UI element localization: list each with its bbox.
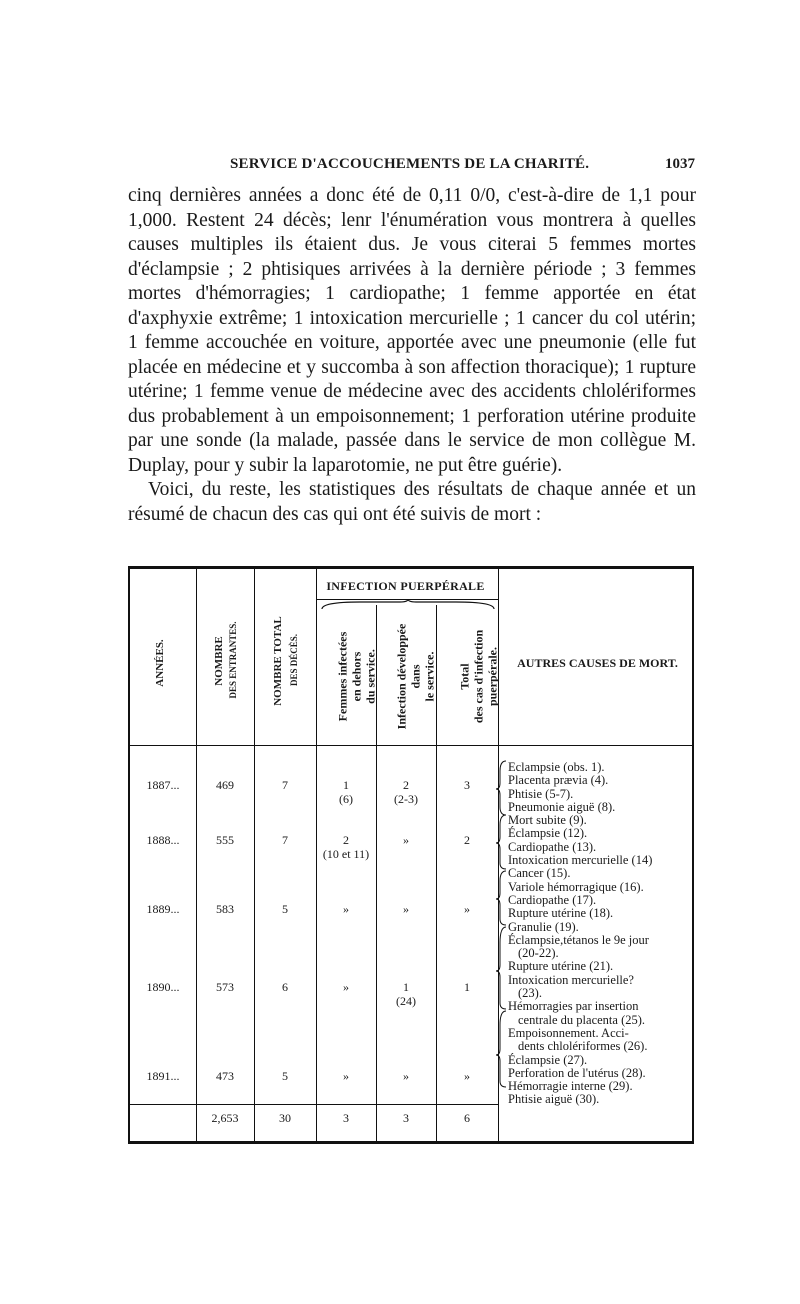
header-entrantes-2: DES ENTRANTES. [228, 621, 238, 699]
header-entrantes-1: NOMBRE [213, 636, 225, 686]
total-entrantes: 2,653 [211, 1111, 239, 1125]
cause-item: Rupture utérine (18). [508, 906, 614, 921]
row-femmes-note: (10 et 11) [322, 847, 370, 861]
row-year: 1889... [146, 902, 180, 916]
row-entrantes: 583 [216, 902, 234, 916]
header-annees: ANNÉES. [154, 639, 166, 687]
row-deces: 5 [282, 902, 288, 916]
cause-item: Perforation de l'utérus (28). [508, 1065, 646, 1080]
cause-item: Hémorragies par insertion [508, 999, 639, 1014]
row-total: » [464, 1069, 470, 1083]
row-deces: 6 [282, 980, 288, 994]
row-developpee: » [403, 1069, 409, 1083]
header-deces-1: NOMBRE TOTAL [272, 616, 284, 706]
cause-item: Variole hémorragique (16). [508, 879, 644, 894]
cause-item: Éclampsie,tétanos le 9e jour [508, 932, 649, 947]
cause-item: (23). [518, 986, 542, 1001]
paragraph-1: cinq dernières années a donc été de 0,11 0/0, c'est-à-dire de 1,1 pour 1,000. Restent 24 décès; lenr l'énumération vous montrera à quelles causes multiples ils étaient dus. Je vous citerai 5 femmes mortes d'éclampsie ; 2 phtisiques arrivées à la dernière période ; 3 femmes mortes d'hémorragies; 1 cardiopathe; 1 femme apportée en état d'axphyxie extrême; 1 intoxication mercurielle ; 1 cancer du col utérin; 1 femme accouchée en voiture, apportée avec une pneumonie (elle fut placée en médecine et y succomba à son affection thoracique); 1 rupture utérine; 1 femme venue de médecine avec des accidents chlolériformes dus probablement à un empoisonnement; 1 perforation utérine produite par une sonde (la malade, passée dans le service de mon collègue M. Duplay, pour y subir la laparotomie, ne put être guérie). [128, 185, 696, 476]
total-femmes: 3 [343, 1111, 349, 1125]
statistics-table [128, 566, 694, 1144]
row-developpee-note: (24) [396, 994, 416, 1008]
cause-item: Cancer (15). [508, 866, 571, 881]
row-developpee-note: (2-3) [394, 792, 418, 806]
row-entrantes: 555 [216, 833, 234, 847]
header-femmes-3: du service. [363, 649, 378, 704]
row-year: 1888... [146, 833, 180, 847]
cause-item: Empoisonnement. Acci- [508, 1025, 629, 1040]
cause-item: Intoxication mercurielle? [508, 972, 634, 987]
header-deces-2: DES DÉCÈS. [289, 633, 299, 687]
cause-item: Phtisie (5-7). [508, 786, 574, 801]
row-developpee: » [403, 902, 409, 916]
row-total: 1 [464, 980, 470, 994]
row-entrantes: 473 [216, 1069, 234, 1083]
row-femmes: » [343, 1069, 349, 1083]
row-year: 1887... [146, 778, 180, 792]
total-developpee: 3 [403, 1111, 409, 1125]
row-entrantes: 573 [216, 980, 234, 994]
row-developpee: 2 [403, 778, 409, 792]
causes-list [508, 761, 692, 1107]
header-developpee-2: dans [408, 664, 423, 689]
paragraph-2: Voici, du reste, les statistiques des résultats de chaque année et un résumé de chacun des cas qui ont été suivis de mort : [128, 479, 696, 525]
row-femmes: » [343, 902, 349, 916]
header-infection: INFECTION PUERPÉRALE [326, 579, 485, 593]
running-title: SERVICE D'ACCOUCHEMENTS DE LA CHARITÉ. [230, 156, 590, 172]
row-total: 3 [464, 778, 470, 792]
cause-item: Pneumonie aiguë (8). [508, 799, 616, 814]
cause-item: Eclampsie (obs. 1). [508, 760, 605, 774]
cause-item: Cardiopathe (17). [508, 892, 597, 907]
header-developpee-1: Infection développée [394, 623, 409, 730]
cause-item: Cardiopathe (13). [508, 839, 597, 854]
header-developpee-3: le service. [422, 651, 437, 702]
cause-item: Mort subite (9). [508, 813, 587, 828]
page-number: 1037 [665, 156, 695, 172]
header-autres-causes: AUTRES CAUSES DE MORT. [517, 656, 678, 670]
cause-item: (20-22). [518, 946, 559, 961]
header-total-3: puerpérale. [485, 647, 500, 706]
header-total-1: Total [457, 663, 472, 690]
body-text [128, 184, 696, 527]
cause-item: Hémorragie interne (29). [508, 1079, 633, 1094]
row-femmes: 1 [343, 778, 349, 792]
row-year: 1890... [146, 980, 180, 994]
row-developpee: 1 [403, 980, 409, 994]
header-femmes-2: en dehors [349, 651, 364, 702]
row-femmes: 2 [343, 833, 349, 847]
total-infection: 6 [464, 1111, 470, 1125]
row-femmes-note: (6) [339, 792, 353, 806]
cause-item: Granulie (19). [508, 919, 579, 934]
row-deces: 7 [282, 833, 288, 847]
row-deces: 5 [282, 1069, 288, 1083]
row-year: 1891... [146, 1069, 180, 1083]
total-deces: 30 [279, 1111, 291, 1125]
row-deces: 7 [282, 778, 288, 792]
row-total: 2 [464, 833, 470, 847]
cause-item: Rupture utérine (21). [508, 959, 614, 974]
cause-item: Éclampsie (27). [508, 1052, 588, 1067]
header-total-2: des cas d'infection [471, 629, 486, 724]
row-entrantes: 469 [216, 778, 234, 792]
infection-brace [320, 599, 496, 611]
cause-item: Éclampsie (12). [508, 826, 588, 841]
row-total: » [464, 902, 470, 916]
running-header [130, 156, 695, 180]
row-femmes: » [343, 980, 349, 994]
cause-item: Placenta prævia (4). [508, 773, 609, 788]
cause-item: centrale du placenta (25). [518, 1012, 646, 1027]
row-developpee: » [403, 833, 409, 847]
cause-item: Intoxication mercurielle (14) [508, 853, 653, 868]
header-femmes-1: Femmes infectées [335, 631, 350, 722]
cause-item: dents chlolériformes (26). [518, 1039, 648, 1054]
cause-item: Phtisie aiguë (30). [508, 1092, 600, 1107]
